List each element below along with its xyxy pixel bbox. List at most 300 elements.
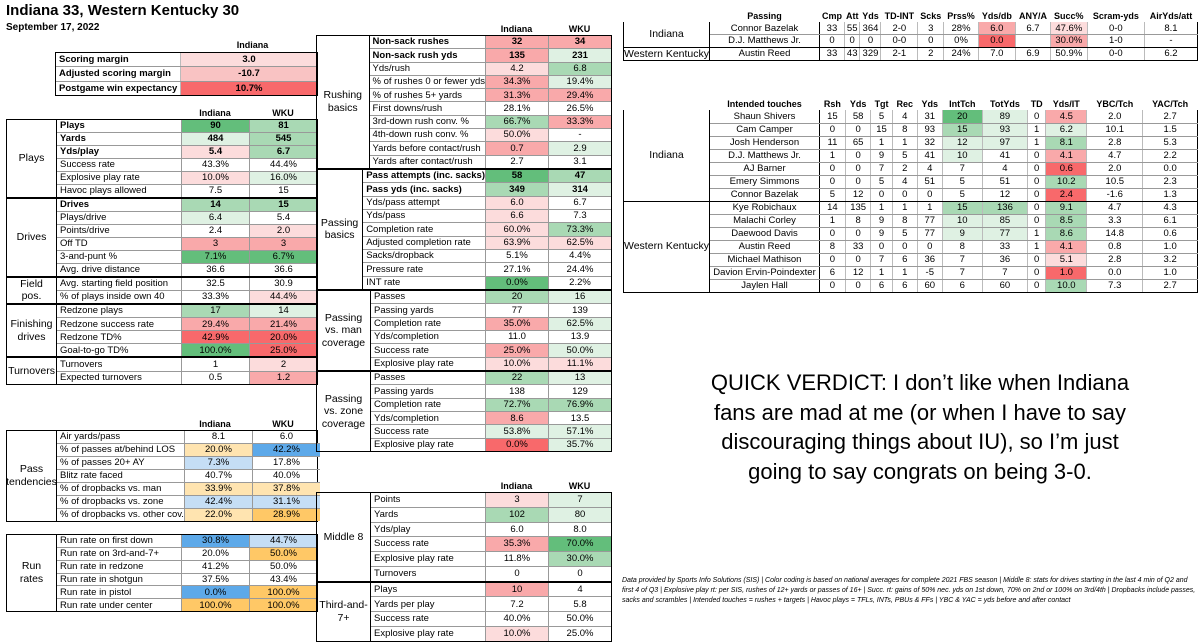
- stat-label: Completion rate: [366, 223, 434, 235]
- stat-label: % of dropbacks vs. man: [60, 482, 162, 494]
- player-name: Austin Reed: [710, 47, 820, 61]
- stat-label: Expected turnovers: [60, 372, 142, 384]
- stat-cell: 8: [820, 240, 846, 253]
- stat-row-redzone-plays: [57, 305, 317, 318]
- stat-row-success-rate: [371, 425, 611, 438]
- stat-cell: 1: [871, 201, 892, 214]
- stat-cell: 10.1: [1087, 123, 1143, 136]
- stat-cell: 1: [892, 136, 917, 149]
- team-b-header: WKU: [568, 24, 591, 34]
- page-title: Indiana 33, Western Kentucky 30: [6, 2, 240, 19]
- team-a-value: 43.3%: [181, 159, 249, 171]
- stat-cell: 6: [942, 279, 982, 292]
- team-b-value: 25.0%: [249, 344, 317, 356]
- stat-cell: 7: [942, 253, 982, 266]
- team-a-value: 11.0: [485, 331, 548, 343]
- stat-row-completion-rate: [371, 318, 611, 331]
- team-a-value: 63.9%: [485, 237, 548, 249]
- section-label: Passing vs. zone coverage: [317, 372, 371, 451]
- stat-cell: 60: [917, 279, 942, 292]
- stat-cell: 2.0: [1087, 110, 1143, 123]
- stat-cell: 2.0: [1087, 162, 1143, 175]
- stat-row-non-sack-rush-yds: [370, 49, 611, 62]
- stat-label: Yds/play: [374, 523, 411, 535]
- stat-row-int-rate: [363, 277, 611, 289]
- stat-cell: 4.7: [1087, 149, 1143, 162]
- player-row: [624, 162, 1198, 175]
- team-a-value: 6.4: [181, 212, 249, 224]
- stat-label: INT rate: [366, 276, 401, 288]
- stat-cell: 0: [820, 162, 846, 175]
- team-a-value: 2.4: [181, 225, 249, 237]
- stat-label: Passes: [374, 372, 406, 384]
- stat-label: Explosive play rate: [374, 628, 454, 640]
- section-rows: [363, 170, 611, 289]
- touches-table: [623, 97, 1198, 293]
- stat-cell: 2.3: [1143, 175, 1198, 188]
- stat-cell: 1: [820, 214, 846, 227]
- col-header-yds-db: Yds/db: [981, 10, 1012, 21]
- col-header-rsh: Rsh: [823, 98, 841, 109]
- stat-cell: 8.1: [1046, 136, 1087, 149]
- team-a-value: 36.6: [181, 264, 249, 276]
- stat-row-yds-completion: [371, 412, 611, 425]
- stat-row-sacks-dropback: [363, 250, 611, 263]
- stat-row-air-yards-pass: [57, 431, 320, 444]
- stat-cell: 0: [820, 253, 846, 266]
- stat-cell: 2.4: [1046, 188, 1087, 201]
- team-b-value: 36.6: [249, 264, 317, 276]
- stat-row-yards-after-contact-rush: [370, 156, 611, 168]
- stat-cell: 9: [871, 149, 892, 162]
- team-a-value: 33.9%: [184, 483, 252, 495]
- stat-row-passing-yards: [371, 304, 611, 317]
- team-a-value: 20.0%: [181, 548, 249, 560]
- team-a-value: 42.9%: [181, 331, 249, 343]
- section-label: Plays: [7, 120, 57, 197]
- team-a-value: 42.4%: [184, 496, 252, 508]
- player-row: [624, 123, 1198, 136]
- team-a-header: Indiana: [500, 481, 533, 491]
- team-a-value: 22: [485, 372, 548, 384]
- team-col-header: [624, 97, 710, 110]
- stat-label: Explosive play rate: [374, 439, 454, 451]
- stat-cell: 0: [892, 188, 917, 201]
- stat-cell: 0: [1028, 266, 1046, 279]
- player-row: [624, 266, 1198, 279]
- stat-cell: 51: [917, 175, 942, 188]
- stat-cell: 12: [982, 188, 1027, 201]
- section-rows: [371, 291, 611, 370]
- team-a-value: 102: [485, 508, 548, 522]
- stat-row-plays: [57, 120, 317, 133]
- col-header-yds: Yds: [849, 98, 867, 109]
- team-a-value: 0.0%: [485, 277, 548, 289]
- stat-row-completion-rate: [363, 223, 611, 236]
- team-a-value: 3: [485, 493, 548, 507]
- stat-cell: 329: [860, 47, 881, 61]
- team-a-value: 138: [485, 385, 548, 397]
- player-name: Connor Bazelak: [710, 188, 820, 201]
- section-passing-vs-zone-coverage: [316, 371, 612, 452]
- player-row: [624, 279, 1198, 292]
- team-b-value: 50.0%: [548, 612, 611, 626]
- stat-label: Off TD: [60, 237, 88, 249]
- team-a-value: 1: [181, 358, 249, 370]
- section-label: Field pos.: [7, 278, 57, 304]
- mid2-header: [485, 479, 611, 491]
- stat-label: Scoring margin: [59, 53, 129, 65]
- stat-cell: 3.3: [1087, 214, 1143, 227]
- player-row: [624, 35, 1198, 48]
- section-label: Third-and-7+: [317, 583, 371, 641]
- stat-cell: 0: [820, 175, 846, 188]
- col-header-yds: Yds: [921, 98, 939, 109]
- col-header-prss: Prss%: [947, 10, 975, 21]
- stat-cell: 10.2: [1046, 175, 1087, 188]
- stat-label: Points/drive: [60, 224, 110, 236]
- section-rows: [57, 358, 317, 384]
- stat-label: Goal-to-go TD%: [60, 344, 129, 356]
- stat-cell: 0.0: [1143, 162, 1198, 175]
- player-row: [624, 47, 1198, 61]
- stat-row-drives: [57, 199, 317, 212]
- stat-row-success-rate: [371, 537, 611, 552]
- team-b-value: 50.0%: [249, 548, 317, 560]
- stat-cell: 4.1: [1046, 149, 1087, 162]
- team-b-value: 3: [249, 238, 317, 250]
- stat-cell: 65: [845, 136, 871, 149]
- section-plays: [6, 119, 318, 198]
- section-rows: [57, 305, 317, 356]
- stat-row-of-rushes-5-yards: [370, 89, 611, 102]
- stat-cell: 1: [1028, 136, 1046, 149]
- section-rows: [57, 120, 317, 197]
- stat-cell: 85: [982, 214, 1027, 227]
- team-b-value: 44.7%: [249, 535, 317, 547]
- stat-cell: 4: [982, 162, 1027, 175]
- team-b-value: 545: [249, 133, 317, 145]
- team-b-value: 44.4%: [249, 159, 317, 171]
- stat-cell: 0: [917, 240, 942, 253]
- stat-label: Yards after contact/rush: [372, 156, 473, 168]
- team-b-value: 16: [548, 291, 611, 303]
- stat-row-avg-starting-field-position: [57, 278, 317, 291]
- stat-cell: 0.0: [978, 35, 1015, 48]
- stat-row-off-td: [57, 238, 317, 251]
- player-row: [624, 136, 1198, 149]
- stat-cell: 7: [942, 162, 982, 175]
- stat-cell: 1.0: [1143, 266, 1198, 279]
- stat-label: % of plays inside own 40: [60, 291, 165, 303]
- player-name: Emery Simmons: [710, 175, 820, 188]
- stat-cell: 4: [917, 162, 942, 175]
- col-header-tgt: Tgt: [874, 98, 889, 109]
- team-a-value: 28.1%: [485, 102, 548, 114]
- stat-cell: 135: [845, 201, 871, 214]
- stat-label: Passes: [374, 291, 406, 303]
- team-b-value: 50.0%: [548, 344, 611, 356]
- team-b-value: 2.9: [548, 142, 611, 154]
- header-row: [624, 97, 1198, 110]
- table-title: Passing: [747, 10, 782, 21]
- stat-cell: 1: [1028, 123, 1046, 136]
- team-a-value: 17: [181, 305, 249, 317]
- section-rows: [57, 431, 320, 521]
- player-name: Connor Bazelak: [710, 22, 820, 35]
- team-b-value: 47: [548, 170, 611, 182]
- stat-cell: -1.6: [1087, 188, 1143, 201]
- team-b-value: 28.9%: [252, 509, 320, 521]
- col-header-yac-tch: YAC/Tch: [1152, 98, 1189, 109]
- stat-label: Pass yds (inc. sacks): [366, 183, 462, 195]
- quick-verdict: QUICK VERDICT: I don’t like when Indiana fans are mad at me (or when I have to say discouraging things about IU), so I’m just going to say congrats on being 3-0.: [710, 370, 1130, 485]
- stat-cell: 5: [942, 175, 982, 188]
- team-a-header: Indiana: [236, 40, 269, 50]
- stat-cell: 0.8: [1087, 240, 1143, 253]
- stat-row-yards: [371, 508, 611, 523]
- team-b-value: 4.4%: [548, 250, 611, 262]
- stat-row-explosive-play-rate: [371, 439, 611, 451]
- player-row: [624, 201, 1198, 214]
- stat-cell: 0.6: [1046, 162, 1087, 175]
- section-middle-8: [316, 492, 612, 582]
- section-label: Turnovers: [7, 358, 57, 384]
- team-a-value: 0: [485, 567, 548, 581]
- stat-cell: 30.0%: [1050, 35, 1087, 48]
- stat-label: Turnovers: [60, 358, 103, 370]
- stat-cell: 15: [871, 123, 892, 136]
- stat-cell: 7: [982, 266, 1027, 279]
- team-a-value: 7.3%: [184, 457, 252, 469]
- stat-cell: 51: [982, 175, 1027, 188]
- stat-row-passing-yards: [371, 385, 611, 398]
- team-b-value: 30.0%: [548, 552, 611, 566]
- header-row: [624, 9, 1198, 22]
- team-name: Western Kentucky: [624, 201, 710, 292]
- stat-cell: 93: [917, 123, 942, 136]
- team-a-value: 10.0%: [485, 627, 548, 641]
- team-a-value: 32.5: [181, 278, 249, 290]
- section-field-pos: [6, 277, 318, 305]
- stat-cell: -5: [917, 266, 942, 279]
- team-b-value: 5.8: [548, 597, 611, 611]
- section-rushing-basics: [316, 35, 612, 169]
- stat-label: Run rate on 3rd-and-7+: [60, 547, 160, 559]
- stat-cell: 8.1: [1144, 22, 1197, 35]
- stat-cell: 2: [918, 47, 944, 61]
- team-a-value: 40.0%: [485, 612, 548, 626]
- stat-row-adjusted-completion-rate: [363, 237, 611, 250]
- team-a-value: 32: [485, 36, 548, 48]
- stat-row-explosive-play-rate: [371, 358, 611, 370]
- stat-row-turnovers: [371, 567, 611, 581]
- team-b-value: 1.2: [249, 372, 317, 384]
- team-a-value: 8.1: [184, 431, 252, 443]
- team-a-value: 31.3%: [485, 89, 548, 101]
- col-header-succ: Succ%: [1054, 10, 1084, 21]
- stat-row-yds-pass-attempt: [363, 197, 611, 210]
- team-b-value: 15: [249, 185, 317, 197]
- player-name: Malachi Corley: [710, 214, 820, 227]
- stat-row-passes: [371, 291, 611, 304]
- team-a-value: 0.5: [181, 372, 249, 384]
- stat-cell: 0: [1028, 201, 1046, 214]
- stat-cell: 8: [892, 214, 917, 227]
- section-label: Passing basics: [317, 170, 363, 289]
- stat-label: Turnovers: [374, 567, 417, 579]
- section-rows: [371, 372, 611, 451]
- stat-cell: 20: [942, 110, 982, 123]
- stat-row-success-rate: [371, 344, 611, 357]
- stat-cell: 15: [942, 201, 982, 214]
- stat-cell: 0: [871, 240, 892, 253]
- stat-cell: 0: [845, 279, 871, 292]
- player-row: [624, 22, 1198, 35]
- team-b-value: 100.0%: [249, 599, 317, 611]
- stat-row-avg-drive-distance: [57, 264, 317, 276]
- team-a-header: Indiana: [500, 24, 533, 34]
- team-b-value: 43.4%: [249, 574, 317, 586]
- passing-table: [623, 9, 1198, 61]
- team-col-header: [624, 9, 710, 22]
- stat-label: % of passes at/behind LOS: [60, 444, 176, 456]
- stat-row-yards-before-contact-rush: [370, 142, 611, 155]
- stat-cell: 36: [982, 253, 1027, 266]
- stat-cell: 2.8: [1087, 136, 1143, 149]
- player-name: Shaun Shivers: [710, 110, 820, 123]
- team-a-value: 100.0%: [181, 344, 249, 356]
- stat-cell: 12: [845, 188, 871, 201]
- player-name: AJ Barner: [710, 162, 820, 175]
- stat-label: Drives: [60, 199, 90, 211]
- team-a-value: 41.2%: [181, 561, 249, 573]
- stat-label: Completion rate: [374, 399, 442, 411]
- stat-cell: 36: [917, 253, 942, 266]
- stat-row-yds-pass: [363, 210, 611, 223]
- team-a-value: 22.0%: [184, 509, 252, 521]
- stat-label: Run rate in shotgun: [60, 573, 143, 585]
- team-a-header: Indiana: [199, 419, 231, 429]
- stat-cell: 0: [845, 123, 871, 136]
- team-b-value: 81: [249, 120, 317, 132]
- stat-row-pass-yds-inc-sacks: [363, 183, 611, 196]
- team-a-value: 6.6: [485, 210, 548, 222]
- team-b-value: 7.3: [548, 210, 611, 222]
- stat-label: Yards: [374, 508, 399, 520]
- stat-label: Success rate: [374, 344, 429, 356]
- stat-cell: 0: [892, 240, 917, 253]
- stat-cell: 0: [1028, 188, 1046, 201]
- section-run-rates: [6, 534, 318, 613]
- stat-cell: 15: [942, 123, 982, 136]
- stat-label: % of dropbacks vs. zone: [60, 495, 164, 507]
- team-a-value: 11.8%: [485, 552, 548, 566]
- stat-row-of-dropbacks-vs-other-cov: [57, 509, 320, 521]
- stat-cell: 50.9%: [1050, 47, 1087, 61]
- team-b-value: 29.4%: [548, 89, 611, 101]
- stat-label: Yds/completion: [374, 331, 439, 343]
- table-title: Intended touches: [727, 98, 802, 109]
- team-a-value: 7.5: [181, 185, 249, 197]
- team-a-value: 4.2: [485, 63, 548, 75]
- team-b-value: 19.4%: [548, 76, 611, 88]
- stat-cell: 0: [820, 123, 846, 136]
- team-b-value: 62.5%: [548, 318, 611, 330]
- game-date: September 17, 2022: [6, 22, 100, 33]
- section-label: Drives: [7, 199, 57, 276]
- team-a-value: 0.7: [485, 142, 548, 154]
- player-name: D.J. Matthews Jr.: [710, 35, 820, 48]
- stat-cell: 24%: [944, 47, 978, 61]
- stat-cell: 4.7: [1087, 201, 1143, 214]
- stat-cell: 1.0: [1143, 240, 1198, 253]
- player-row: [624, 214, 1198, 227]
- stat-row-non-sack-rushes: [370, 36, 611, 49]
- stat-cell: 5: [820, 188, 846, 201]
- stat-label: Success rate: [60, 159, 115, 171]
- stat-cell: 33: [845, 240, 871, 253]
- stat-cell: 7.3: [1087, 279, 1143, 292]
- stat-label: Yards: [60, 133, 86, 145]
- player-name: Kye Robichaux: [710, 201, 820, 214]
- stat-cell: 6.9: [1016, 47, 1051, 61]
- stat-row-plays: [371, 583, 611, 598]
- stat-cell: 33: [820, 22, 845, 35]
- team-a-value: 10: [485, 583, 548, 597]
- stat-label: Redzone TD%: [60, 331, 122, 343]
- team-a-value: 7.2: [485, 597, 548, 611]
- team-a-value: 10.7%: [180, 82, 317, 95]
- team-a-value: 0.0%: [181, 586, 249, 598]
- player-name: Josh Henderson: [710, 136, 820, 149]
- team-b-value: 13.9: [548, 331, 611, 343]
- stat-cell: 1: [1028, 240, 1046, 253]
- team-a-value: 349: [485, 183, 548, 195]
- stat-cell: 0: [845, 175, 871, 188]
- stat-cell: -: [1144, 35, 1197, 48]
- stat-label: Points: [374, 494, 401, 506]
- team-b-value: 35.7%: [548, 439, 611, 451]
- stat-cell: 0-0: [1087, 47, 1144, 61]
- team-b-value: 2.0: [249, 225, 317, 237]
- stat-cell: 6: [820, 266, 846, 279]
- stat-cell: 6.7: [1016, 22, 1051, 35]
- stat-cell: 77: [982, 227, 1027, 240]
- stat-cell: 0-0: [1087, 22, 1144, 35]
- stat-cell: 0%: [944, 35, 978, 48]
- stat-cell: 9.1: [1046, 201, 1087, 214]
- stat-label: Explosive play rate: [374, 553, 454, 565]
- team-b-value: 6.8: [548, 63, 611, 75]
- stat-cell: 6.0: [978, 22, 1015, 35]
- team-name: Indiana: [624, 22, 710, 47]
- stat-cell: 60: [982, 279, 1027, 292]
- stat-label: Havoc plays allowed: [60, 185, 147, 197]
- team-a-value: 66.7%: [485, 116, 548, 128]
- stat-cell: 1: [892, 201, 917, 214]
- scoring-header: [181, 38, 314, 50]
- stat-cell: 0: [1028, 110, 1046, 123]
- team-b-value: 30.9: [249, 278, 317, 290]
- stat-cell: 6.1: [1143, 214, 1198, 227]
- stat-cell: 2.7: [1143, 110, 1198, 123]
- team-b-value: 6.7: [548, 197, 611, 209]
- team-b-value: 14: [249, 305, 317, 317]
- team-a-value: 58: [485, 170, 548, 182]
- stat-label: Run rate in redzone: [60, 560, 144, 572]
- team-b-value: 314: [548, 183, 611, 195]
